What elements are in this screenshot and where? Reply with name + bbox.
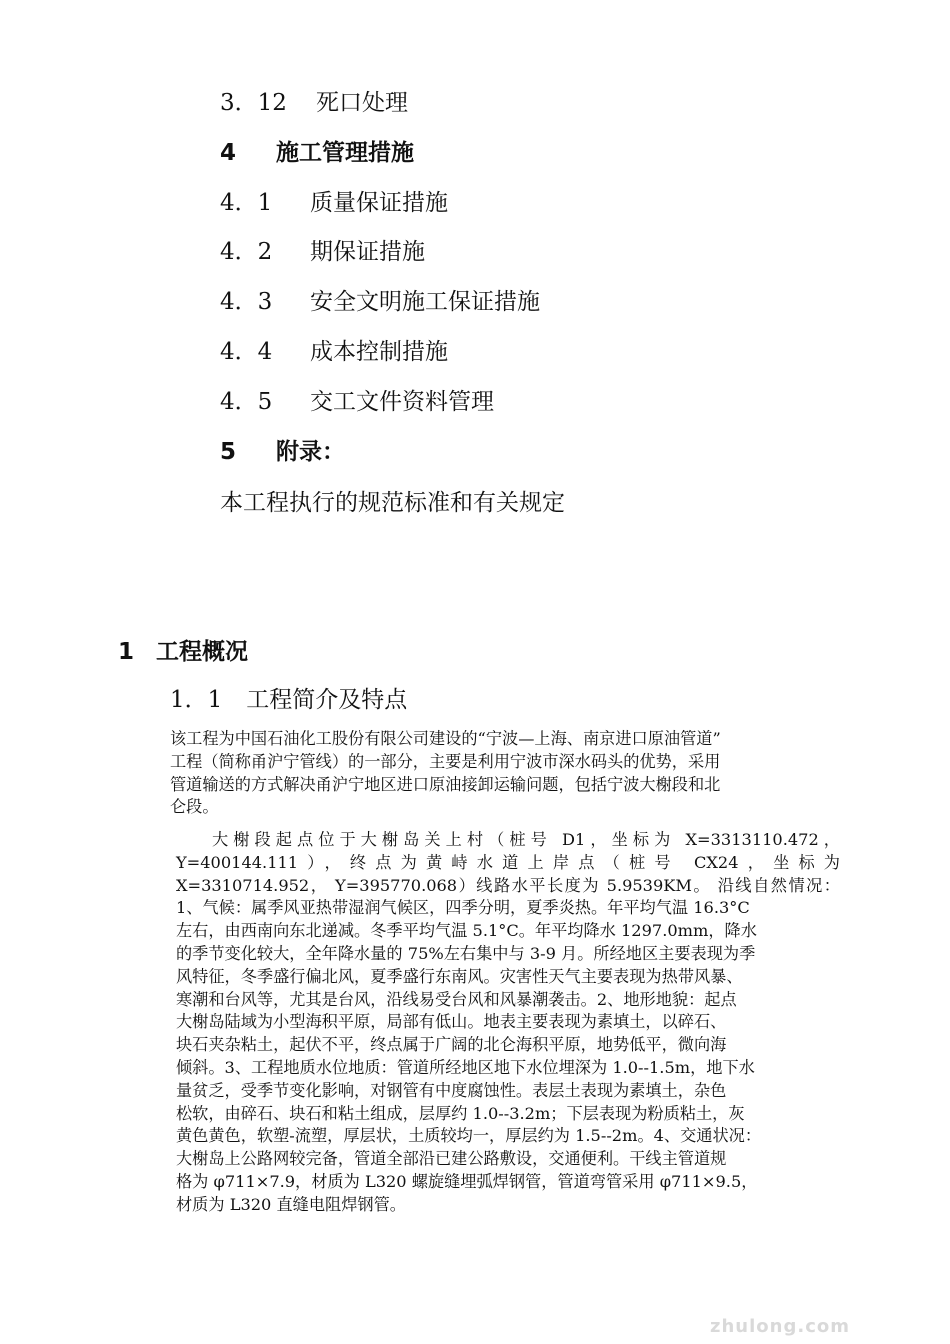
toc-text: 质量保证措施 <box>310 190 448 216</box>
toc-number: 4．3 <box>220 289 273 315</box>
subsection-title: 工程简介及特点 <box>246 687 408 713</box>
paragraph-line: X=3310714.952， Y=395770.068）线路水平长度为 5.9539KM。 沿线自然情况： <box>176 875 840 895</box>
paragraph-line: 量贫乏，受季节变化影响，对钢管有中度腐蚀性。表层土表现为素填土，杂色 <box>176 1080 727 1100</box>
paragraph-line: 材质为 L320 直缝电阻焊钢管。 <box>176 1194 406 1214</box>
toc-text: 交工文件资料管理 <box>310 389 494 415</box>
toc-item <box>220 437 345 467</box>
toc-item <box>220 237 425 267</box>
toc-item <box>220 188 448 218</box>
paragraph-line: 1、气候：属季风亚热带湿润气候区，四季分明，夏季炎热。年平均气温 16.3°C <box>176 898 750 918</box>
paragraph-line: 该工程为中国石油化工股份有限公司建设的“宁波—上海、南京进口原油管道” <box>170 729 721 748</box>
toc-text: 成本控制措施 <box>310 339 448 365</box>
toc-item <box>220 337 448 367</box>
subsection-number: 1．1 <box>170 687 223 713</box>
toc-text: 死口处理 <box>316 90 408 116</box>
paragraph-line: 大榭岛上公路网较完备，管道全部沿已建公路敷设，交通便利。干线主管道规 <box>176 1149 727 1169</box>
toc-item <box>220 138 414 168</box>
paragraph-details <box>176 829 840 1217</box>
paragraph-line: 工程（简称甬沪宁管线）的一部分，主要是利用宁波市深水码头的优势，采用 <box>170 751 721 771</box>
paragraph-line: 松软，由碎石、块石和粘土组成，层厚约 1.0--3.2m；下层表现为粉质粘土，灰 <box>176 1103 745 1123</box>
paragraph-line: 格为 φ711×7.9，材质为 L320 螺旋缝埋弧焊钢管，管道弯管采用 φ711×9.5， <box>176 1171 758 1191</box>
toc-item <box>220 88 408 118</box>
toc-text: 附录： <box>276 439 345 465</box>
section-number: 1 <box>118 639 135 665</box>
toc-text: 期保证措施 <box>310 239 425 265</box>
paragraph-line: 倾斜。3、工程地质水位地质：管道所经地区地下水位埋深为 1.0--1.5m，地下水 <box>176 1057 755 1077</box>
toc-item <box>220 387 494 417</box>
paragraph-line: 左右，由西南向东北递减。冬季平均气温 5.1°C。年平均降水 1297.0mm，降水 <box>176 921 757 941</box>
paragraph-line: 风特征，冬季盛行偏北风，夏季盛行东南风。灾害性天气主要表现为热带风暴、 <box>176 966 743 986</box>
paragraph-line: 寒潮和台风等，尤其是台风，沿线易受台风和风暴潮袭击。2、地形地貌：起点 <box>176 989 737 1009</box>
paragraph-intro <box>170 728 721 819</box>
paragraph-line: 黄色黄色，软塑-流塑，厚层状，土质较均一，厚层约为 1.5--2m。4、交通状况： <box>176 1126 762 1146</box>
section-title: 工程概况 <box>156 639 249 665</box>
toc-text: 施工管理措施 <box>276 140 414 166</box>
appendix-item: 本工程执行的规范标准和有关规定 <box>220 490 565 516</box>
paragraph-line: 块石夹杂粘土，起伏不平，终点属于广阔的北仑海积平原，地势低平，微向海 <box>176 1035 727 1055</box>
paragraph-line: 大榭段起点位于大榭岛关上村（桩号 D1，坐标为 X=3313110.472， <box>212 830 840 849</box>
paragraph-line: Y=400144.111），终点为黄峙水道上岸点（桩号 CX24，坐标为 <box>176 852 840 872</box>
toc-item <box>220 287 540 317</box>
toc-number: 4．5 <box>220 389 273 415</box>
toc-number: 4．4 <box>220 339 273 365</box>
paragraph-line: 的季节变化较大，全年降水量的 75%左右集中与 3-9 月。所经地区主要表现为季 <box>176 943 756 963</box>
toc-number: 4．2 <box>220 239 273 265</box>
watermark: zhulong.com <box>710 1316 850 1337</box>
paragraph-line: 仑段。 <box>170 797 219 817</box>
toc-text: 安全文明施工保证措施 <box>310 289 540 315</box>
subsection-heading-1-1 <box>170 684 407 716</box>
section-heading-1 <box>118 636 248 668</box>
paragraph-line: 大榭岛陆域为小型海积平原，局部有低山。地表主要表现为素填土，以碎石、 <box>176 1012 727 1032</box>
toc-number: 4．1 <box>220 190 273 216</box>
toc-number: 4 <box>220 140 237 166</box>
toc-number: 5 <box>220 439 237 465</box>
paragraph-line: 管道输送的方式解决甬沪宁地区进口原油接卸运输问题，包括宁波大榭段和北 <box>170 774 721 794</box>
toc-number: 3．12 <box>220 90 287 116</box>
